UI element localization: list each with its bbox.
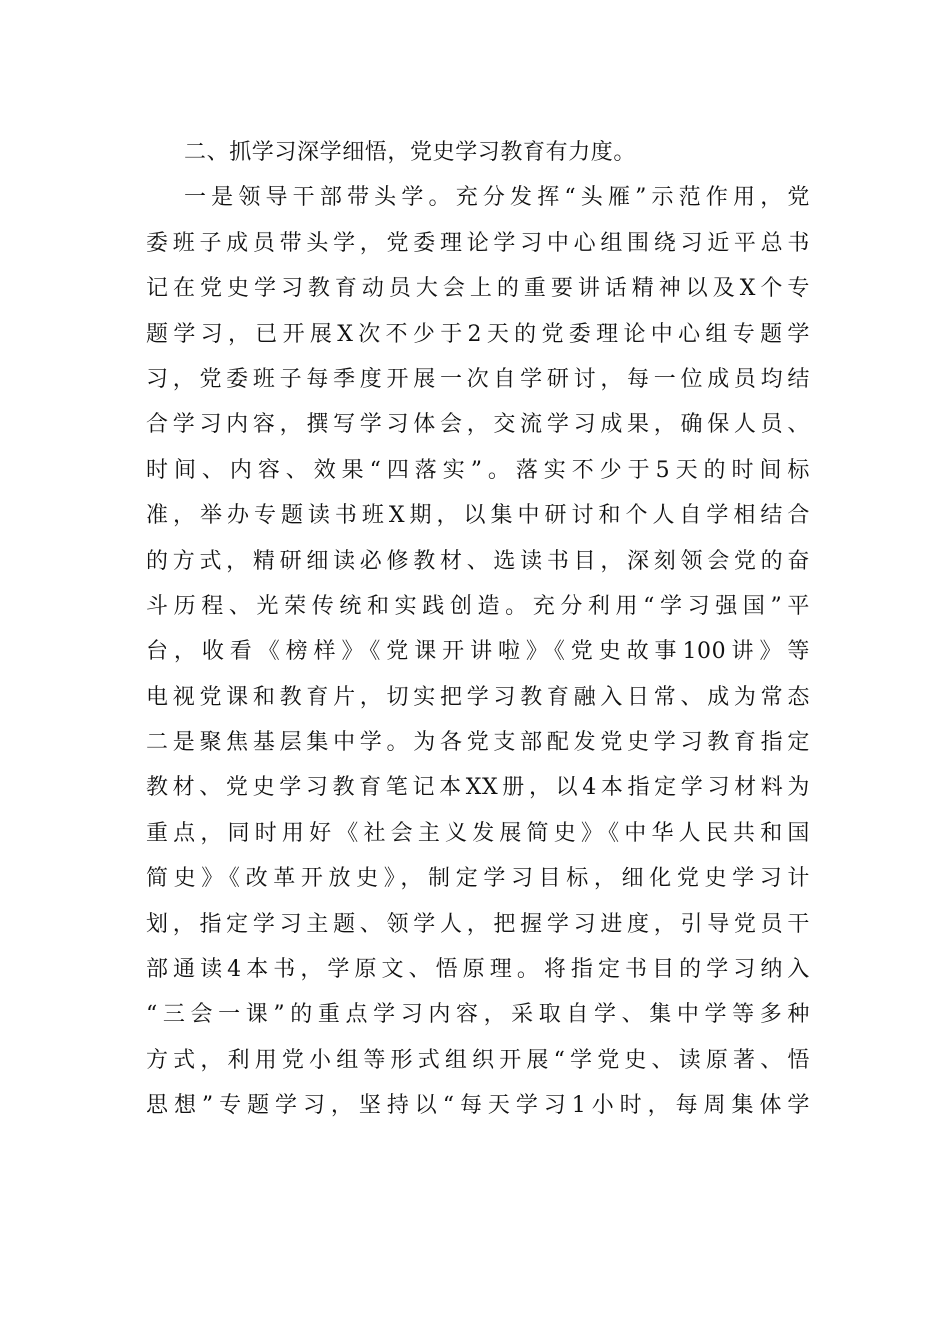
- paragraph-line: 电视党课和教育片，切实把学习教育融入日常、成为常态: [146, 684, 810, 710]
- paragraph-line: 教材、党史学习教育笔记本XX册，以4本指定学习材料为: [146, 775, 810, 801]
- paragraph-line: 一是领导干部带头学。充分发挥“头雁”示范作用，党: [184, 185, 810, 211]
- paragraph-line: 方式，利用党小组等形式组织开展“学党史、读原著、悟: [146, 1047, 810, 1073]
- section-heading: 二、抓学习深学细悟，党史学习教育有力度。: [184, 140, 637, 165]
- paragraph-line: 委班子成员带头学，党委理论学习中心组围绕习近平总书: [146, 230, 810, 256]
- paragraph-line: 台，收看《榜样》《党课开讲啦》《党史故事100讲》等: [146, 639, 810, 665]
- body-text: [146, 130, 810, 1129]
- paragraph-line: 思想”专题学习，坚持以“每天学习1小时，每周集体学: [146, 1093, 810, 1119]
- paragraph-line: 习，党委班子每季度开展一次自学研讨，每一位成员均结: [146, 366, 810, 392]
- paragraph-line: 部通读4本书，学原文、悟原理。将指定书目的学习纳入: [146, 957, 810, 983]
- paragraph-line: 合学习内容，撰写学习体会，交流学习成果，确保人员、: [146, 412, 810, 438]
- paragraph-line: 简史》《改革开放史》，制定学习目标，细化党史学习计: [146, 866, 810, 892]
- paragraph-line: 准，举办专题读书班X期，以集中研讨和个人自学相结合: [146, 503, 810, 529]
- paragraph-line: 斗历程、光荣传统和实践创造。充分利用“学习强国”平: [146, 593, 810, 619]
- paragraph-line: 的方式，精研细读必修教材、选读书目，深刻领会党的奋: [146, 548, 810, 574]
- paragraph-line: 二是聚焦基层集中学。为各党支部配发党史学习教育指定: [146, 730, 810, 756]
- paragraph-line: 题学习，已开展X次不少于2天的党委理论中心组专题学: [146, 321, 810, 347]
- paragraph-line: 记在党史学习教育动员大会上的重要讲话精神以及X个专: [146, 276, 810, 302]
- paragraph-line: “三会一课”的重点学习内容，采取自学、集中学等多种: [146, 1002, 810, 1028]
- paragraph-line: 时间、内容、效果“四落实”。落实不少于5天的时间标: [146, 457, 810, 483]
- paragraph-line: 重点，同时用好《社会主义发展简史》《中华人民共和国: [146, 820, 810, 846]
- paragraph-line: 划，指定学习主题、领学人，把握学习进度，引导党员干: [146, 911, 810, 937]
